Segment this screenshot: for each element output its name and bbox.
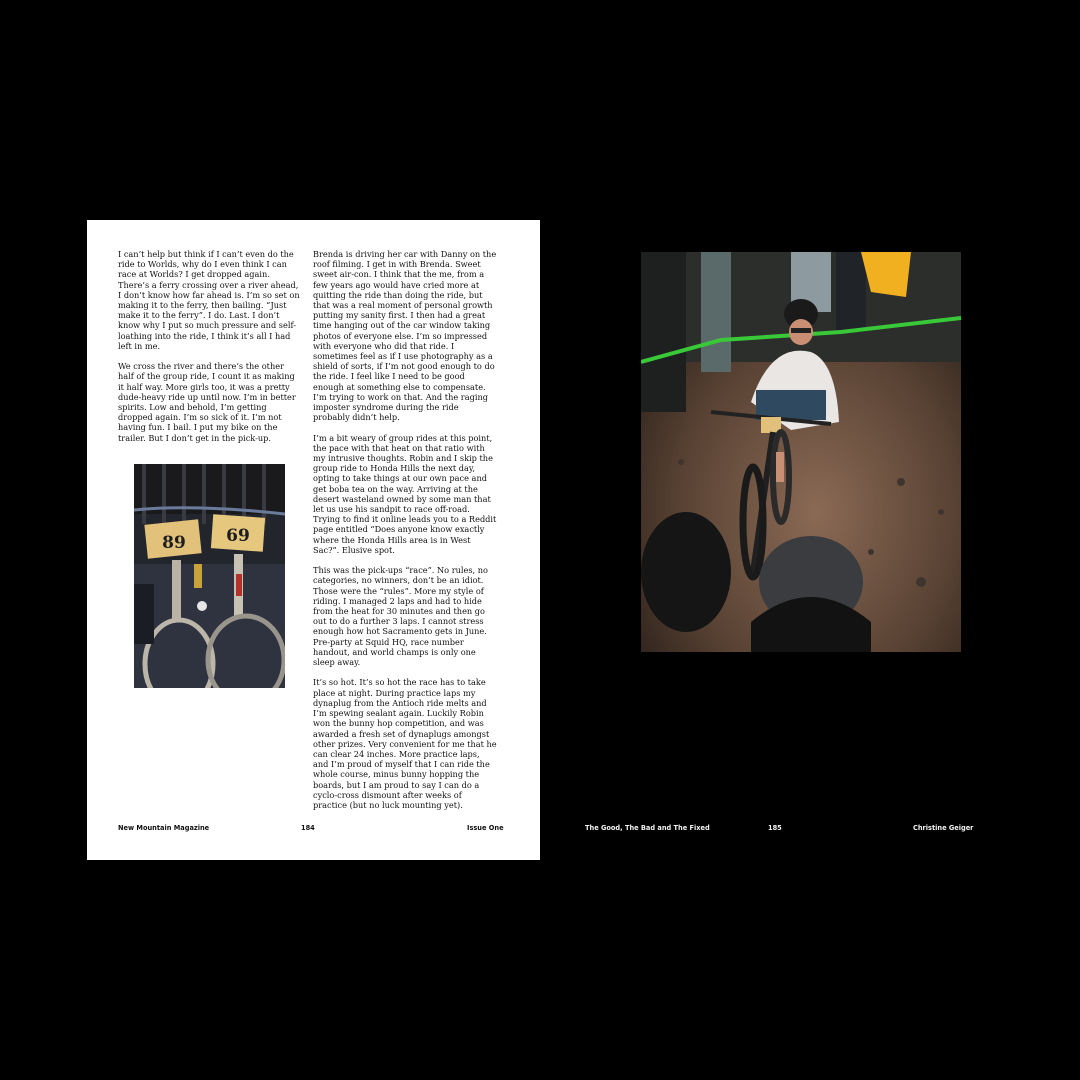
article-title: The Good, The Bad and The Fixed	[585, 824, 710, 832]
paragraph: I’m a bit weary of group rides at this point, the pace with that heat on that ratio with my intrusive thoughts. Robin and I skip the group ride to Honda Hills the next day, opting to take things at our own pace and get boba tea on the way. Arriving at the desert wasteland owned by some man that let us use his sandpit to race off-road. Trying to find it online leads you to a Reddit page entitled “Does anyone know exactly where the Honda Hills area is in West Sac?”. Elusive spot.	[313, 432, 497, 555]
page-number: 184	[301, 824, 315, 832]
paragraph: This was the pick-ups “race”. No rules, no categories, no winners, don’t be an idiot. Those were the “rules”. More my style of riding. I managed 2 laps and had to hide from the heat for 30 minutes and then go out to do a further 3 laps. I cannot stress enough how hot Sacramento gets in June. Pre-party at Squid HQ, race number handout, and world champs is only one sleep away.	[313, 565, 488, 668]
plate-number: 89	[162, 533, 186, 553]
rider-photo	[641, 252, 961, 652]
paragraph: I can’t help but think if I can’t even do the ride to Worlds, why do I even think I can race at Worlds? I get dropped again. There’s a ferry crossing over a river ahead, I don’t know how far ahead is. I’m so set on making it to the ferry, then bailing. “Just make it to the ferry”. I do. Last. I don’t know why I put so much pressure and self-loathing into the ride, I think it’s all I had left in me.	[118, 249, 300, 351]
plate-number: 69	[226, 526, 250, 546]
author-name: Christine Geiger	[913, 824, 974, 832]
paragraph: It’s so hot. It’s so hot the race has to take place at night. During practice laps my dynaplug from the Antioch ride melts and I’m spewing sealant again. Luckily Robin won the bunny hop competition, and was awarded a fresh set of dynaplugs amongst other prizes. Very convenient for me that he can clear 24 inches. More practice laps, and I’m proud of myself that I can ride the whole course, minus bunny hopping the boards, but I am proud to say I can do a cyclo-cross dismount after weeks of practice (but no luck mounting yet).	[313, 677, 497, 810]
bikes-photo	[134, 464, 285, 688]
paragraph: We cross the river and there’s the other half of the group ride, I count it as making it half way. More girls too, it was a pretty dude-heavy ride up until now. I’m in better spirits. Low and behold, I’m getting dropped again. I’m so sick of it. I’m not having fun. I bail. I put my bike on the trailer. But I don’t get in the pick-up.	[118, 361, 296, 443]
left-page	[87, 220, 540, 860]
text-column-right	[313, 249, 497, 820]
magazine-name: New Mountain Magazine	[118, 824, 210, 832]
text-column-left	[118, 249, 302, 453]
issue-label: Issue One	[467, 824, 504, 832]
paragraph: Brenda is driving her car with Danny on the roof filming. I get in with Brenda. Sweet sweet air-con. I think that the me, from a few years ago would have cried more at quitting the ride than doing the ride, but that was a real moment of personal growth putting my sanity first. I then had a great time hanging out of the car window taking photos of everyone else. I’m so impressed with everyone who did that ride. I sometimes feel as if I use photography as a shield of sorts, if I’m not good enough to do the ride. I feel like I need to be good enough at something else to compensate. I’m trying to work on that. And the raging imposter syndrome during the ride probably didn’t help.	[313, 249, 497, 423]
right-page	[546, 220, 993, 860]
page-number: 185	[768, 824, 782, 832]
